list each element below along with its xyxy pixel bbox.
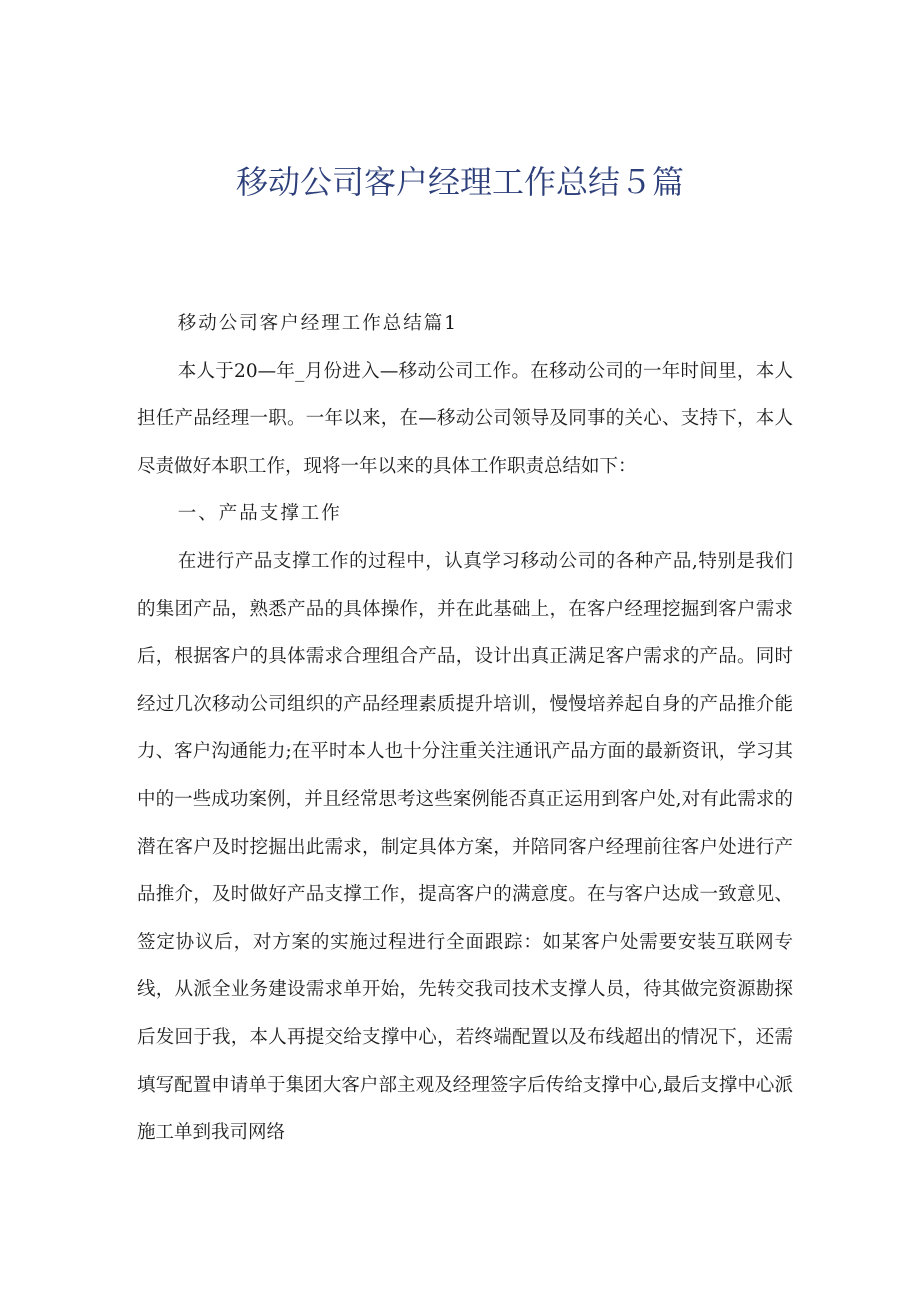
subsection-heading: 一、产品支撑工作: [177, 503, 342, 525]
body-paragraph: 在进行产品支撑工作的过程中，认真学习移动公司的各种产品,特别是我们的集团产品，熟悉产品的具体操作，并在此基础上，在客户经理挖掘到客户需求后，根据客户的具体需求合理组合产品，设计出真正满足客户需求的产品。同时经过几次移动公司组织的产品经理素质提升培训，慢慢培养起自身的产品推介能力、客户沟通能力;在平时本人也十分注重关注通讯产品方面的最新资讯，学习其中的一些成功案例，并且经常思考这些案例能否真正运用到客户处,对有此需求的潜在客户及时挖掘出此需求，制定具体方案，并陪同客户经理前往客户处进行产品推介，及时做好产品支撑工作，提高客户的满意度。在与客户达成一致意见、签定协议后，对方案的实施过程进行全面跟踪：如某客户处需要安装互联网专线，从派全业务建设需求单开始，先转交我司技术支撑人员，待其做完资源勘探后发回于我，本人再提交给支撑中心，若终端配置以及布线超出的情况下，还需填写配置申请单于集团大客户部主观及经理签字后传给支撑中心,最后支撑中心派施工单到我司网络: [137, 550, 793, 1144]
intro-paragraph: 本人于20—年_月份进入—移动公司工作。在移动公司的一年时间里，本人担任产品经理一职。一年以来，在—移动公司领导及同事的关心、支持下，本人尽责做好本职工作，现将一年以来的具体工作职责总结如下：: [137, 360, 793, 477]
document-title: 移动公司客户经理工作总结５篇: [235, 163, 684, 201]
document-body: [137, 300, 793, 1157]
section-heading: 移动公司客户经理工作总结篇1: [177, 313, 458, 334]
